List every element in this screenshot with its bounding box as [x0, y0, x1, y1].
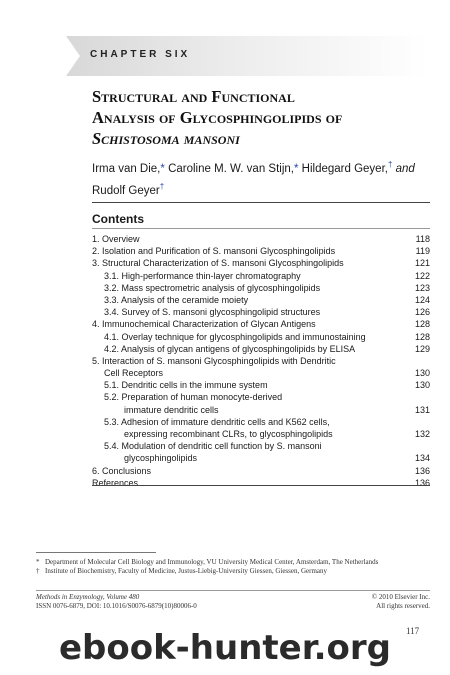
author-1: Irma van Die, — [92, 162, 161, 175]
toc-entry-title: 3.3. Analysis of the ceramide moiety — [104, 294, 249, 305]
toc-entry[interactable] — [92, 452, 430, 464]
toc-entry-page: 119 — [415, 246, 430, 257]
toc-entry[interactable] — [92, 343, 430, 355]
toc-entry-page: 136 — [414, 465, 430, 476]
toc-entry-title: 4.1. Overlay technique for glycosphingolipids and immunostaining — [104, 331, 366, 342]
footnote-1-text: Department of Molecular Cell Biology and Immunology, VU University Medical Center, Amsterdam, The Netherlands — [45, 558, 379, 566]
toc-entry[interactable] — [92, 294, 430, 306]
toc-entry-page: 118 — [415, 234, 430, 244]
author-and: and — [392, 162, 415, 175]
footnote-1 — [36, 558, 430, 567]
toc-entry-page: 123 — [414, 282, 430, 293]
toc-entry[interactable] — [92, 416, 430, 428]
contents-bottom-rule — [92, 485, 430, 486]
toc-entry-title: References — [92, 477, 139, 488]
toc-entry[interactable] — [92, 257, 430, 269]
toc-entry-title: 3.1. High-performance thin-layer chromatography — [104, 270, 301, 281]
rights: All rights reserved. — [376, 602, 430, 610]
toc-entry-title: 5.2. Preparation of human monocyte-derived — [104, 392, 283, 403]
footnote-1-mark: * — [36, 558, 40, 566]
author-4-mark[interactable]: † — [159, 181, 165, 191]
toc-entry-page: 134 — [414, 453, 430, 464]
toc-entry-title: expressing recombinant CLRs, to glycosphingolipids — [124, 429, 333, 439]
footnotes — [36, 558, 430, 576]
author-4: Rudolf Geyer — [92, 184, 160, 197]
toc-entry-title: 3.4. Survey of S. mansoni glycosphingolipid structures — [104, 307, 321, 318]
footnote-2-text: Institute of Biochemistry, Faculty of Medicine, Justus-Liebig-University Giessen, Giessen, Germany — [45, 567, 328, 575]
toc-entry[interactable] — [92, 233, 430, 245]
copyright: © 2010 Elsevier Inc. — [371, 593, 430, 601]
toc-entry-page: 121 — [414, 258, 430, 269]
toc-entry-title: 6. Conclusions — [92, 465, 152, 476]
author-1-mark[interactable]: * — [160, 162, 165, 175]
toc-entry-title: Cell Receptors — [104, 368, 164, 379]
toc-entry[interactable] — [92, 391, 430, 403]
author-3-mark[interactable]: † — [387, 160, 393, 169]
toc-entry[interactable] — [92, 270, 430, 282]
toc-entry-page: 122 — [414, 270, 430, 281]
author-list — [92, 156, 432, 200]
issn-doi[interactable]: ISSN 0076-6879, DOI: 10.1016/S0076-6879(10)80006-0 — [36, 602, 197, 610]
toc-entry[interactable] — [92, 282, 430, 294]
toc-entry[interactable] — [92, 379, 430, 391]
toc-entry-page: 131 — [414, 404, 430, 415]
toc-entry[interactable] — [92, 318, 430, 330]
toc-entry[interactable] — [92, 428, 430, 440]
footnote-rule — [36, 552, 156, 553]
page-number: 117 — [406, 626, 420, 636]
toc-entry[interactable] — [92, 404, 430, 416]
toc-entry-page: 128 — [414, 331, 430, 342]
toc-entry-page: 136 — [414, 477, 430, 488]
toc-entry-title: 5.3. Adhesion of immature dendritic cells and K562 cells, — [104, 416, 330, 427]
toc-entry-title: 5. Interaction of S. mansoni Glycosphingolipids with Dendritic — [92, 355, 336, 366]
publication-info — [36, 590, 430, 611]
toc-entry-title: 5.4. Modulation of dendritic cell function by S. mansoni — [104, 441, 322, 452]
toc-entry[interactable] — [92, 465, 430, 477]
footnote-2-mark: † — [36, 567, 40, 575]
toc-entry-page: 126 — [414, 307, 430, 318]
table-of-contents — [92, 233, 430, 489]
toc-entry-title: 1. Overview — [92, 234, 140, 244]
toc-entry[interactable] — [92, 367, 430, 379]
title-line-1: Structural and Functional — [92, 87, 295, 106]
toc-entry-page: 129 — [414, 343, 430, 354]
toc-entry[interactable] — [92, 306, 430, 318]
toc-entry-page: 130 — [414, 368, 430, 379]
toc-entry-title: immature dendritic cells — [124, 404, 219, 415]
toc-entry[interactable] — [92, 440, 430, 452]
toc-entry-title: 3. Structural Characterization of S. mansoni Glycosphingolipids — [92, 258, 344, 269]
toc-entry-title: 2. Isolation and Purification of S. mansoni Glycosphingolipids — [92, 246, 336, 257]
author-2: Caroline M. W. van Stijn, — [164, 162, 294, 175]
toc-entry-title: 3.2. Mass spectrometric analysis of glycosphingolipids — [104, 282, 321, 293]
watermark: ebook-hunter.org — [58, 628, 392, 668]
title-line-2: Analysis of Glycosphingolipids of — [92, 108, 343, 127]
contents-top-rule — [92, 202, 430, 203]
chapter-arrow-icon — [66, 36, 80, 76]
author-2-mark[interactable]: * — [293, 162, 299, 175]
toc-entry-title: glycosphingolipids — [124, 453, 198, 464]
toc-entry-title: 4. Immunochemical Characterization of Glycan Antigens — [92, 319, 316, 330]
contents-heading: Contents — [92, 212, 144, 226]
chapter-title — [92, 86, 422, 149]
toc-entry-page: 132 — [414, 429, 430, 439]
toc-entry[interactable] — [92, 331, 430, 343]
author-3: Hildegard Geyer, — [298, 162, 388, 175]
toc-entry[interactable] — [92, 245, 430, 257]
toc-entry-page: 124 — [414, 294, 430, 305]
toc-entry-title: 4.2. Analysis of glycan antigens of glycosphingolipids by ELISA — [104, 343, 356, 354]
contents-heading-rule — [92, 228, 430, 229]
toc-entry-page: 128 — [414, 319, 430, 330]
toc-entry-title: 5.1. Dendritic cells in the immune system — [104, 380, 268, 391]
toc-entry[interactable] — [92, 477, 430, 489]
title-line-3: Schistosoma mansoni — [92, 129, 240, 148]
journal-volume: Methods in Enzymology, Volume 480 — [36, 593, 140, 601]
chapter-label: CHAPTER SIX — [90, 49, 191, 60]
footnote-2 — [36, 567, 430, 576]
toc-entry-page: 130 — [414, 380, 430, 391]
toc-entry[interactable] — [92, 355, 430, 367]
